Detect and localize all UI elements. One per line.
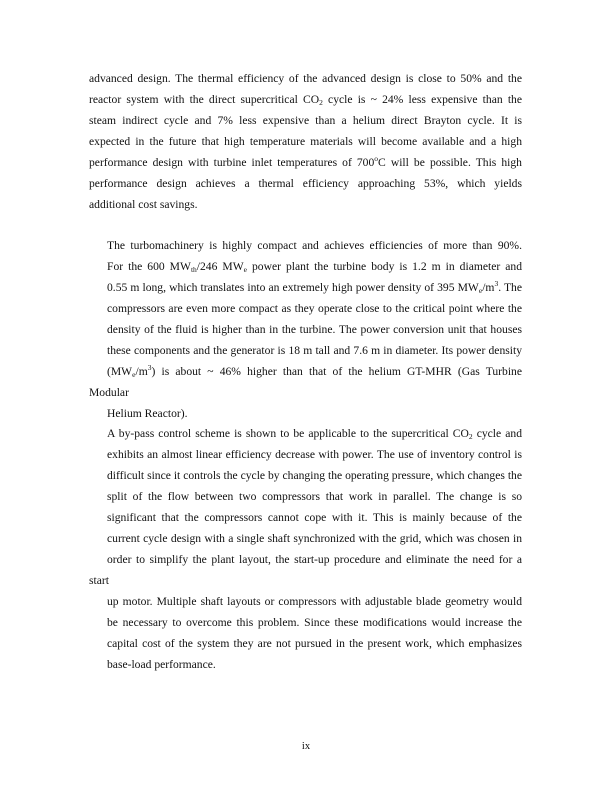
subscript: e <box>243 265 247 274</box>
text-line: performance design with turbine inlet temperatures of 700$^o$C will be possible. This high <box>89 154 522 169</box>
text-line: current cycle design with a single shaft synchronized with the grid, which was chosen in <box>107 532 522 545</box>
subscript: 2 <box>468 432 473 441</box>
page-number: ix <box>301 741 311 752</box>
subscript: th <box>190 265 197 274</box>
text-line: $(MW_e/m^3)$ is about ~ 46% higher than that of the helium GT-MHR (Gas Turbine Modular <box>89 363 522 399</box>
subscript: e <box>478 286 483 295</box>
text-line: difficult since it controls the cycle by changing the operating pressure, which changes the <box>107 469 522 482</box>
paragraph-turbomachinery <box>89 235 522 424</box>
text-line: The turbomachinery is highly compact and achieves efficiencies of more than 90%. <box>107 239 522 252</box>
text-line: capital cost of the system they are not pursued in the present work, which emphasizes <box>107 637 522 650</box>
text-line: compressors are even more compact as they operate close to the critical point where the <box>107 302 522 315</box>
text-line: up motor. Multiple shaft layouts or compressors with adjustable blade geometry would <box>107 595 522 608</box>
text-line: 0.55 m long, which translates into an extremely high power density of 395 $MW_e/m^3$. The <box>107 279 522 295</box>
text-line: exhibits an almost linear efficiency decrease with power. The use of inventory control is <box>107 448 522 461</box>
text-line: Helium Reactor). <box>107 407 188 420</box>
text-line: density of the fluid is higher than in the turbine. The power conversion unit that houses <box>107 323 522 336</box>
superscript: o <box>374 154 379 163</box>
text-line: steam indirect cycle and 7% less expensive than a helium direct Brayton cycle. It is <box>89 114 522 127</box>
text-line: expected in the future that high temperature materials will become available and a high <box>89 135 522 148</box>
text-line: For the 600 $MW_{th}/246$ $MW_e$ power plant the turbine body is 1.2 m in diameter and <box>107 260 522 274</box>
text-line: order to simplify the plant layout, the start-up procedure and eliminate the need for a start <box>89 553 522 587</box>
text-line: significant that the compressors cannot cope with it. This is mainly because of the <box>107 511 522 524</box>
text-line: advanced design. The thermal efficiency of the advanced design is close to 50% and the <box>89 72 522 85</box>
paragraph-advanced-design <box>89 68 522 215</box>
subscript: 2 <box>319 98 323 107</box>
text-line: split of the flow between two compressors that work in parallel. The change is so <box>107 490 522 503</box>
text-line: base-load performance. <box>107 658 216 671</box>
superscript: 3 <box>494 279 499 288</box>
text-line: these components and the generator is 18 m tall and 7.6 m in diameter. Its power density <box>107 344 522 357</box>
text-line: performance design achieves a thermal efficiency approaching 53%, which yields <box>89 177 522 190</box>
text-line: additional cost savings. <box>89 198 198 211</box>
text-line: reactor system with the direct supercritical $CO_2$ cycle is ~ 24% less expensive than the <box>89 93 522 107</box>
text-line: A by-pass control scheme is shown to be applicable to the supercritical $CO_2$ cycle and <box>107 427 522 441</box>
subscript: e <box>132 370 136 379</box>
text-line: be necessary to overcome this problem. Since these modifications would increase the <box>107 616 522 629</box>
paragraph-bypass-control <box>89 423 522 675</box>
superscript: 3 <box>147 363 152 372</box>
